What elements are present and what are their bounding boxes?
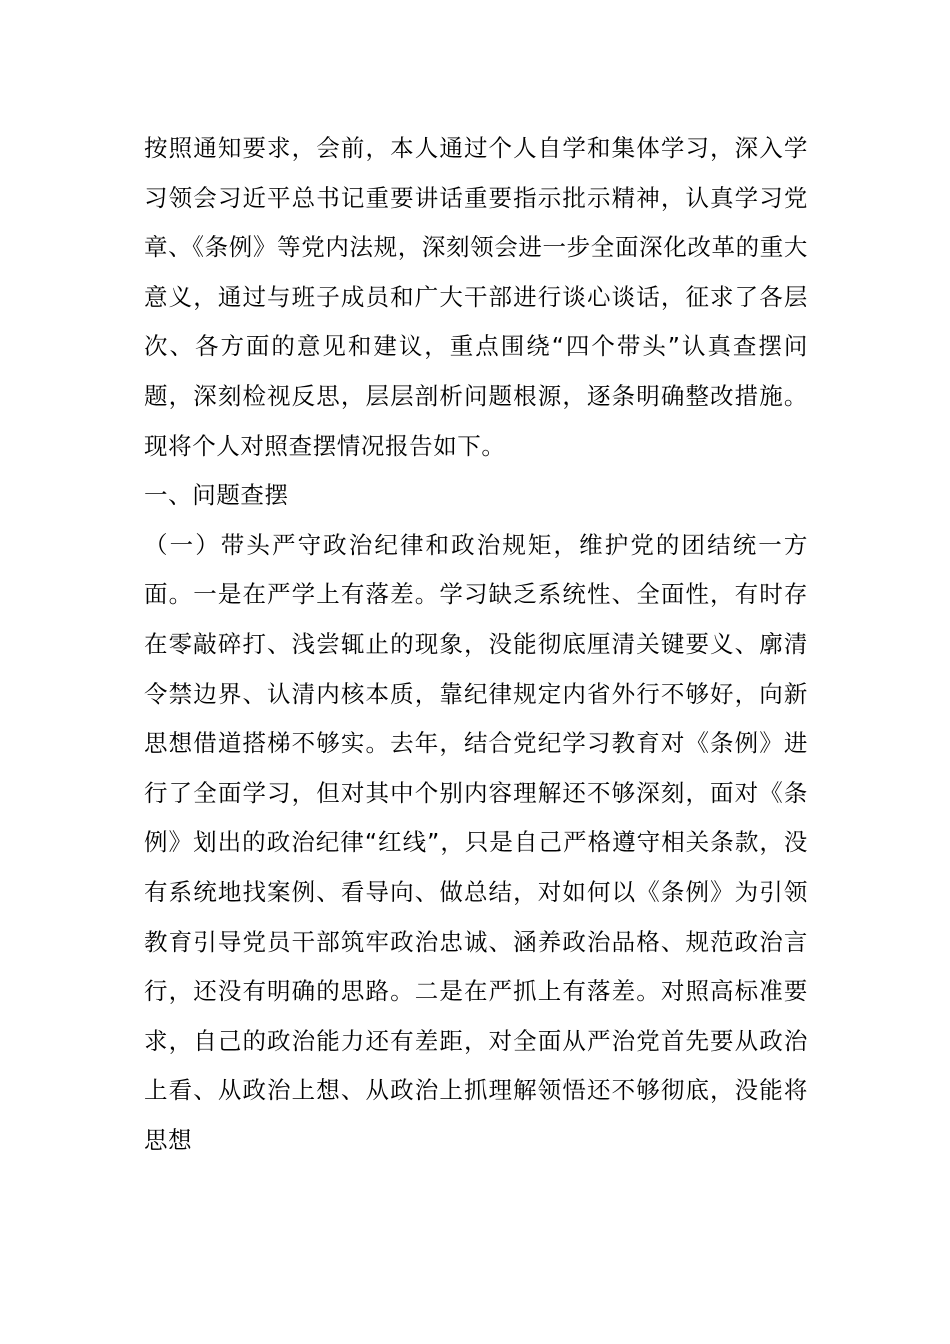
document-body — [144, 124, 808, 1165]
section-heading: 一、问题查摆 — [144, 481, 289, 510]
intro-paragraph: 按照通知要求，会前，本人通过个人自学和集体学习，深入学习领会习近平总书记重要讲话重要指示批示精神，认真学习党章、《条例》等党内法规，深刻领会进一步全面深化改革的重大意义，通过与班子成员和广大干部进行谈心谈话，征求了各层次、各方面的意见和建议，重点围绕“四个带头”认真查摆问题，深刻检视反思，层层剖析问题根源，逐条明确整改措施。现将个人对照查摆情况报告如下。 — [144, 134, 808, 460]
section-paragraph: （一）带头严守政治纪律和政治规矩，维护党的团结统一方面。一是在严学上有落差。学习缺乏系统性、全面性，有时存在零敲碎打、浅尝辄止的现象，没能彻底厘清关键要义、廓清令禁边界、认清内核本质，靠纪律规定内省外行不够好，向新思想借道搭梯不够实。去年，结合党纪学习教育对《条例》进行了全面学习，但对其中个别内容理解还不够深刻，面对《条例》划出的政治纪律“红线”，只是自己严格遵守相关条款，没有系统地找案例、看导向、做总结，对如何以《条例》为引领教育引导党员干部筑牢政治忠诚、涵养政治品格、规范政治言行，还没有明确的思路。二是在严抓上有落差。对照高标准要求，自己的政治能力还有差距，对全面从严治党首先要从政治上看、从政治上想、从政治上抓理解领悟还不够彻底，没能将思想 — [144, 530, 808, 1154]
